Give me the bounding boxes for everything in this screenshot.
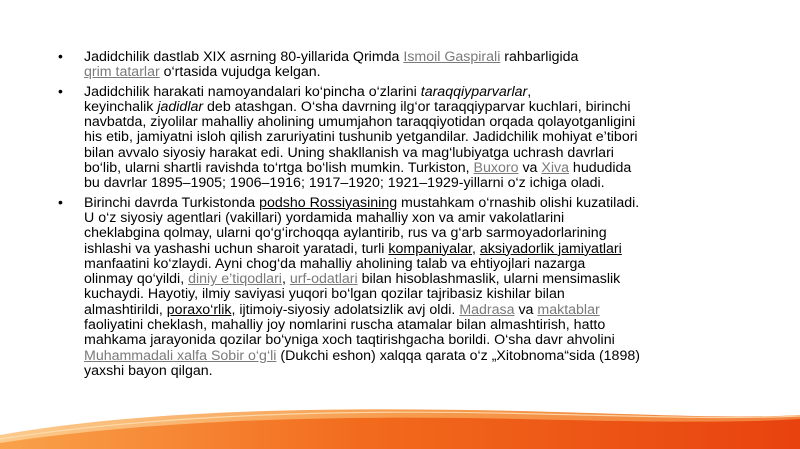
text-run: yaxshi bayon qilgan. bbox=[84, 362, 213, 379]
bullet-dot-icon: • bbox=[58, 193, 63, 210]
text-run: Jadidchilik harakati namoyandalari ko‘pincha o‘zlarini bbox=[84, 83, 421, 100]
text-run: o‘rtasida vujudga kelgan. bbox=[159, 64, 321, 81]
text-run: va bbox=[514, 301, 538, 318]
text-line bbox=[84, 349, 748, 364]
text-run: va bbox=[518, 160, 542, 177]
text-run: faoliyatini cheklash, mahalliy joy nomlarini ruscha atamalar bilan almashtirish, hatto bbox=[84, 317, 606, 334]
bullet-dot-icon: • bbox=[58, 48, 63, 64]
text-run: ishlashi va yashashi uchun sharoit yaratadi, turli bbox=[84, 240, 389, 257]
italic-term: jadidlar bbox=[157, 98, 204, 115]
text-run: mahkama jarayonida qozilar bo‘yniga xoch taqtirishgacha borildi. O‘sha davr ahvolini bbox=[84, 332, 615, 349]
text-link[interactable]: diniy e’tiqodlari bbox=[188, 271, 282, 288]
text-line bbox=[84, 146, 748, 161]
text-run: (Dukchi eshon) xalqqa qarata o‘z „Xitobnoma“sida (1898) bbox=[276, 347, 640, 364]
text-link[interactable]: podsho Rossiyasining bbox=[259, 194, 398, 211]
text-line bbox=[84, 161, 748, 176]
text-run: bilan avvalo siyosiy harakat edi. Uning shakllanish va mag‘lubiyatga uchrash davrlari bbox=[84, 144, 614, 161]
bullet-dot-icon: • bbox=[58, 82, 63, 99]
italic-term: taraqqiyparvarlar bbox=[420, 83, 528, 100]
bullet-item-2 bbox=[58, 82, 748, 192]
bullet-text bbox=[84, 196, 748, 380]
text-line bbox=[84, 176, 748, 191]
bullet-item-3 bbox=[58, 193, 748, 380]
text-run: Jadidchilik dastlab XIX asrning 80-yillarida Qrimda bbox=[84, 49, 404, 65]
slide-bullet-list bbox=[58, 50, 748, 383]
text-line bbox=[84, 242, 748, 257]
text-line bbox=[84, 333, 748, 348]
text-run: , bbox=[527, 83, 532, 100]
text-run: , ijtimoiy-siyosiy adolatsizlik avj oldi. bbox=[231, 301, 460, 318]
text-run: bilan hisoblashmaslik, ularni mensimaslik bbox=[357, 271, 621, 288]
text-run: cheklabgina qolmay, ularni qo‘g‘irchoqqa aylantirib, rus va g‘arb sarmoyadorlarining bbox=[84, 225, 607, 242]
text-line bbox=[84, 272, 748, 287]
text-run: almashtirildi, bbox=[84, 301, 167, 318]
text-run: his etib, jamiyatni isloh qilish zaruriyatini tushunib yetgandilar. Jadidchilik mohiyat e’tibori bbox=[84, 129, 638, 146]
text-line bbox=[84, 226, 748, 241]
text-line bbox=[84, 257, 748, 272]
text-line bbox=[84, 50, 748, 65]
text-run: deb atashgan. O‘sha davrning ilg‘or taraqqiyparvar kuchlari, birinchi bbox=[203, 98, 631, 115]
text-run: hududida bbox=[568, 160, 632, 177]
text-run: , bbox=[472, 240, 480, 257]
bullet-text bbox=[84, 50, 748, 81]
decorative-wave bbox=[0, 389, 800, 449]
text-link[interactable]: Madrasa bbox=[459, 301, 515, 318]
text-link[interactable]: Muhammadali xalfa Sobir o‘g‘li bbox=[84, 347, 277, 364]
text-run: bu davrlar 1895–1905; 1906–1916; 1917–1920; 1921–1929-yillarni o‘z ichiga oladi. bbox=[84, 175, 605, 192]
text-run: Birinchi davrda Turkistonda bbox=[84, 194, 260, 211]
text-line bbox=[84, 85, 748, 100]
text-link[interactable]: Buxoro bbox=[473, 160, 519, 177]
text-link[interactable]: poraxo‘rlik bbox=[166, 301, 232, 318]
text-link[interactable]: aksiyadorlik jamiyatlari bbox=[479, 240, 622, 257]
text-run: bo‘lib, ularni shartli ravishda to‘rtga bo‘lish mumkin. Turkiston, bbox=[84, 160, 474, 177]
bullet-text bbox=[84, 85, 748, 192]
text-line bbox=[84, 318, 748, 333]
text-run: navbatda, ziyolilar mahalliy aholining umumjahon taraqqiyotidan orqada qolayotganligini bbox=[84, 114, 636, 131]
text-run: rahbarligida bbox=[500, 49, 579, 65]
text-line bbox=[84, 65, 748, 80]
text-line bbox=[84, 100, 748, 115]
text-run: keyinchalik bbox=[84, 98, 158, 115]
text-link[interactable]: Ismoil Gaspirali bbox=[403, 49, 501, 65]
text-line bbox=[84, 211, 748, 226]
text-run: kuchaydi. Hayotiy, ilmiy saviyasi yuqori bo‘lgan qozilar tajribasiz kishilar bilan bbox=[84, 286, 565, 303]
text-run: olinmay qo‘yildi, bbox=[84, 271, 189, 288]
text-link[interactable]: Xiva bbox=[541, 160, 569, 177]
bullet-item-1 bbox=[58, 50, 748, 81]
text-line bbox=[84, 303, 748, 318]
text-link[interactable]: maktablar bbox=[537, 301, 600, 318]
text-line bbox=[84, 196, 748, 211]
text-line bbox=[84, 364, 748, 379]
text-link[interactable]: urf-odatlari bbox=[289, 271, 358, 288]
text-link[interactable]: kompaniyalar bbox=[388, 240, 472, 257]
text-run: manfaatini ko‘zlaydi. Ayni chog‘da mahalliy aholining talab va ehtiyojlari nazarga bbox=[84, 255, 586, 272]
text-link[interactable]: qrim tatarlar bbox=[84, 64, 160, 81]
text-line bbox=[84, 115, 748, 130]
text-run: , bbox=[281, 271, 290, 288]
text-run: U o‘z siyosiy agentlari (vakillari) yordamida mahalliy xon va amir vakolatlarini bbox=[84, 209, 565, 226]
text-line bbox=[84, 287, 748, 302]
text-run: mustahkam o‘rnashib olishi kuzatiladi. bbox=[397, 194, 640, 211]
text-line bbox=[84, 130, 748, 145]
